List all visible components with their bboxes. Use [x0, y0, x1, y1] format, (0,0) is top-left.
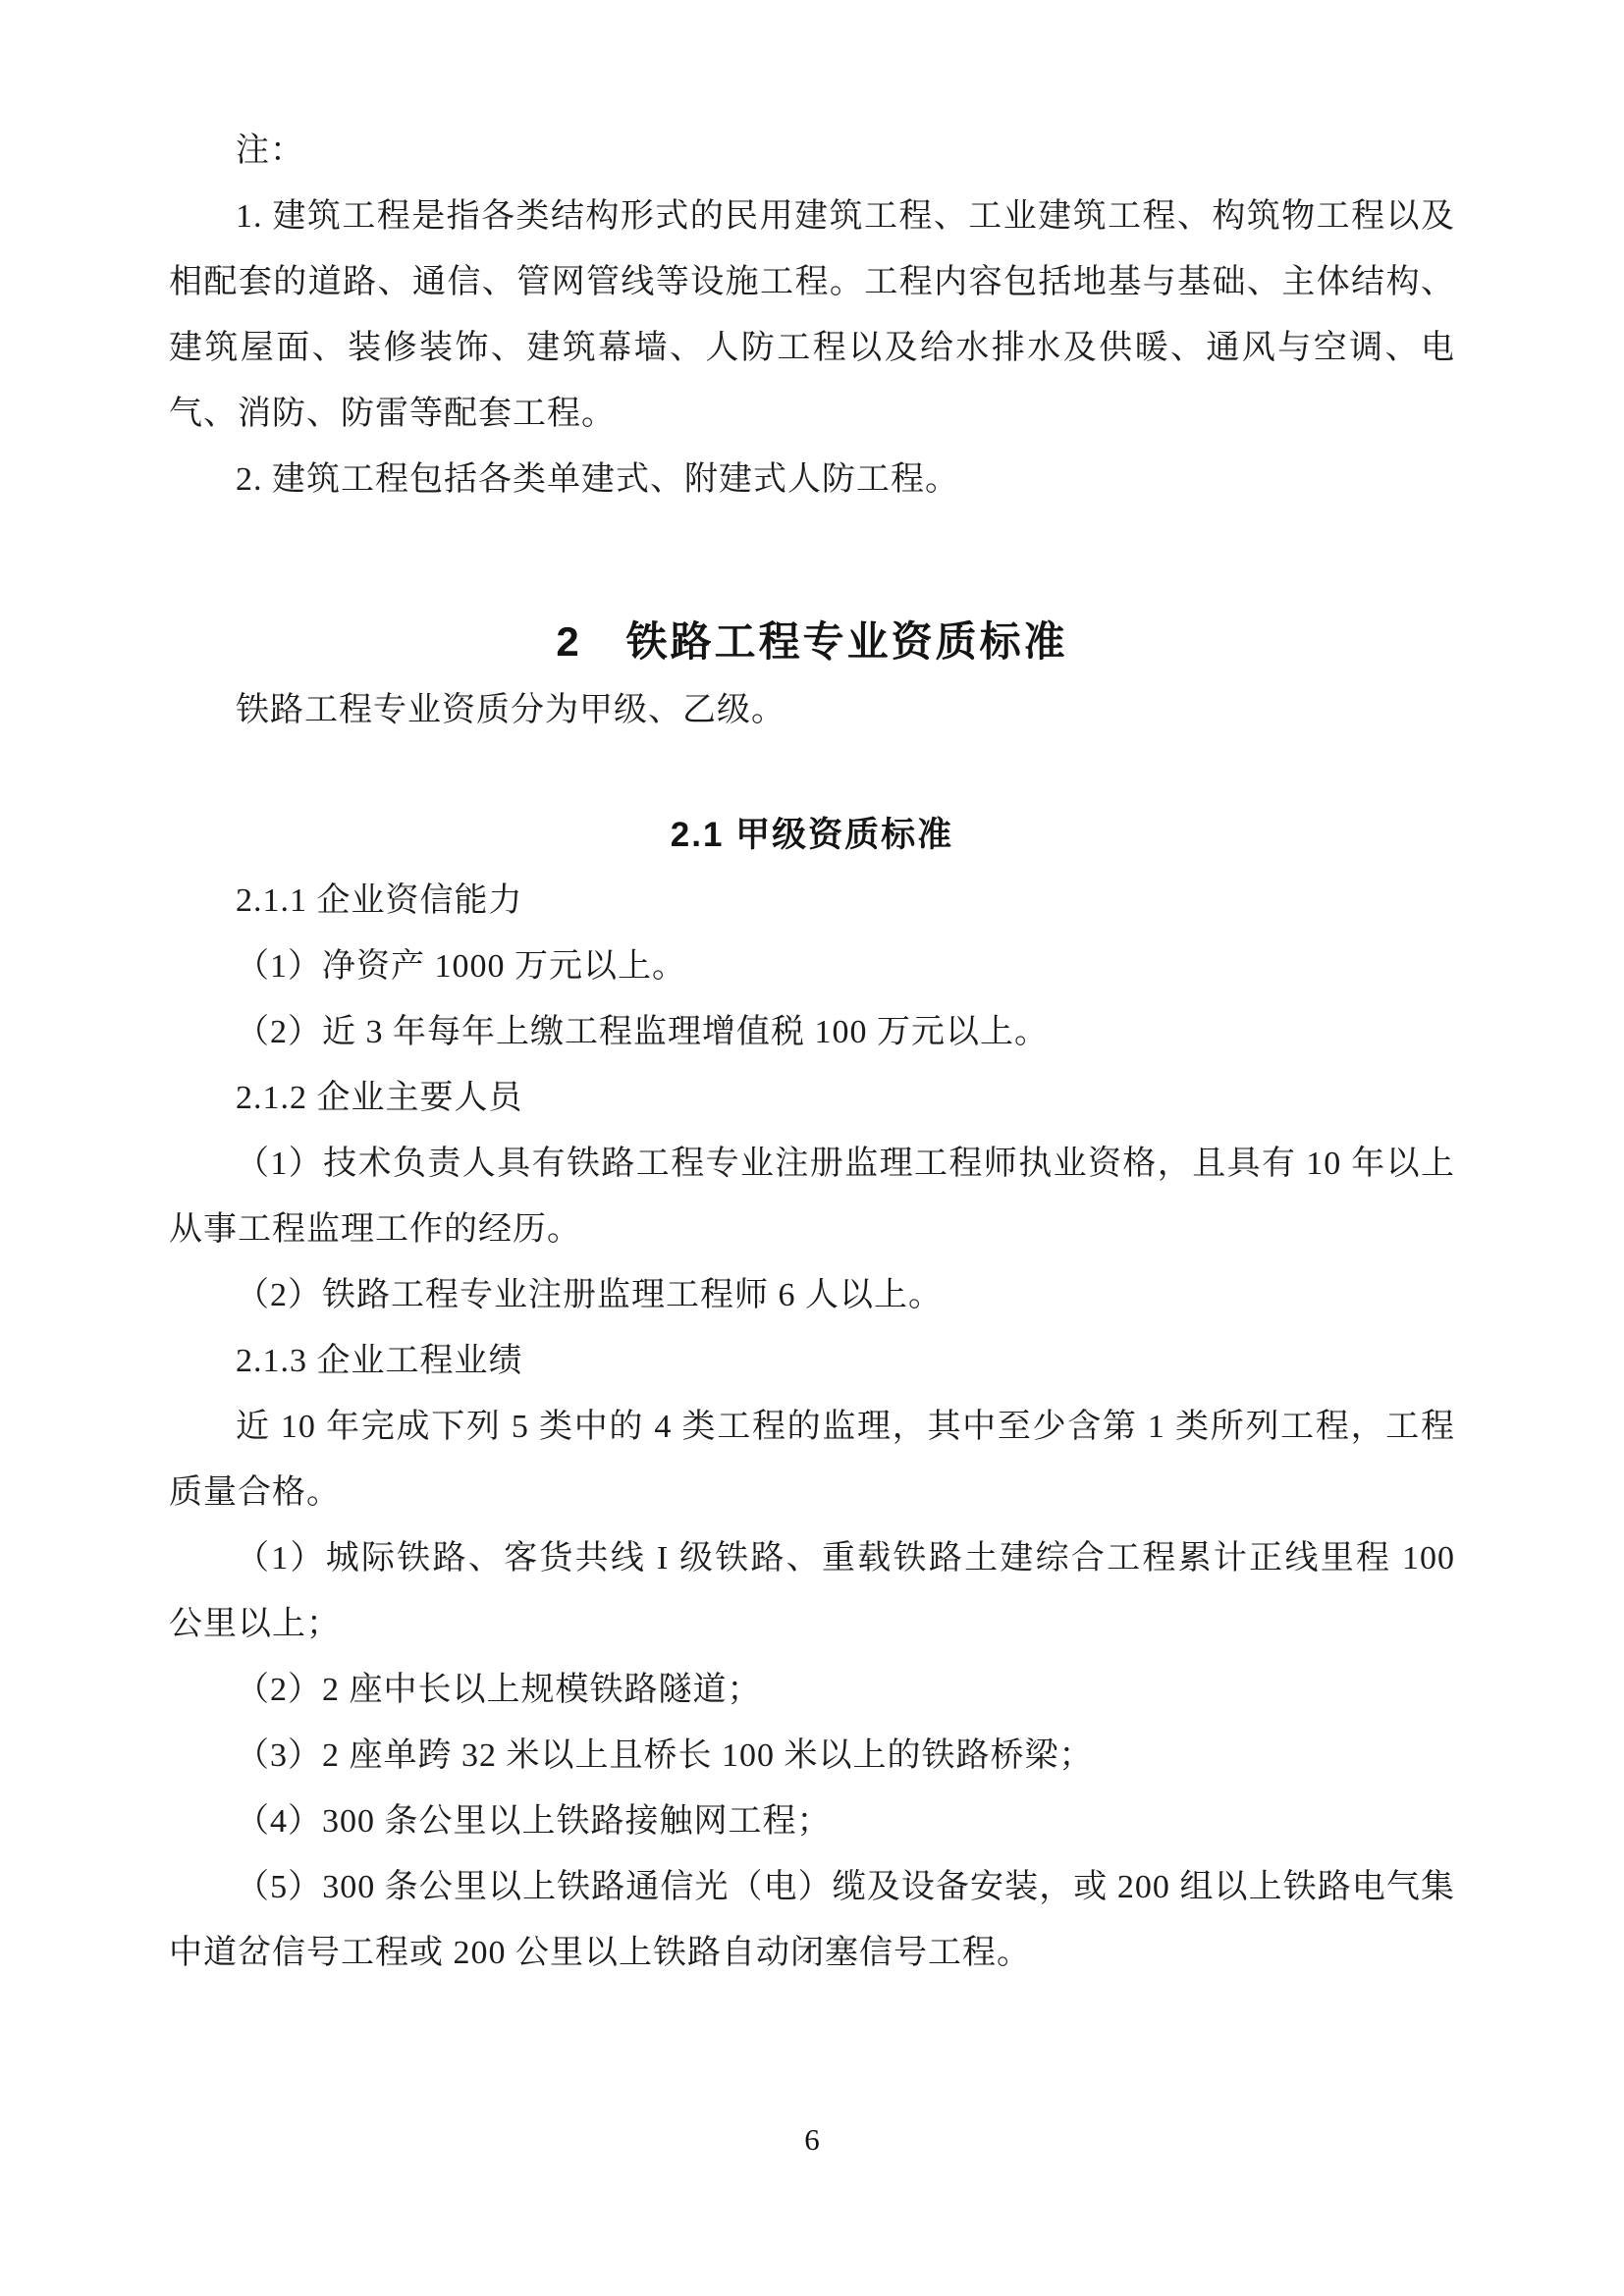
subsection-2-1-3-item-5: （5）300 条公里以上铁路通信光（电）缆及设备安装，或 200 组以上铁路电气集中道岔信号工程或 200 公里以上铁路自动闭塞信号工程。	[169, 1869, 1455, 1971]
subsection-2-1-3-intro: 近 10 年完成下列 5 类中的 4 类工程的监理，其中至少含第 1 类所列工程，工程质量合格。	[169, 1409, 1455, 1511]
note-label: 注：	[236, 133, 304, 169]
section-2-1-heading: 2.1 甲级资质标准	[670, 816, 954, 854]
subsection-2-1-3-heading: 2.1.3 企业工程业绩	[236, 1343, 523, 1379]
chapter-2-heading: 2 铁路工程专业资质标准	[556, 618, 1068, 665]
subsection-2-1-2-item-2: （2）铁路工程专业注册监理工程师 6 人以上。	[236, 1277, 943, 1313]
note-item-2: 2. 建筑工程包括各类单建式、附建式人防工程。	[236, 461, 959, 498]
subsection-2-1-2-heading: 2.1.2 企业主要人员	[236, 1080, 523, 1116]
subsection-2-1-2-item-1: （1）技术负责人具有铁路工程专业注册监理工程师执业资格，且具有 10 年以上从事工程监理工作的经历。	[169, 1146, 1455, 1248]
subsection-2-1-1-item-1: （1）净资产 1000 万元以上。	[236, 948, 686, 985]
note-item-1: 1. 建筑工程是指各类结构形式的民用建筑工程、工业建筑工程、构筑物工程以及相配套的道路、通信、管网管线等设施工程。工程内容包括地基与基础、主体结构、建筑屋面、装修装饰、建筑幕墙、人防工程以及给水排水及供暖、通风与空调、电气、消防、防雷等配套工程。	[169, 198, 1455, 432]
subsection-2-1-1-heading: 2.1.1 企业资信能力	[236, 882, 523, 919]
subsection-2-1-3-item-3: （3）2 座单跨 32 米以上且桥长 100 米以上的铁路桥梁；	[236, 1737, 1094, 1774]
chapter-2-intro: 铁路工程专业资质分为甲级、乙级。	[236, 692, 785, 728]
page-number: 6	[804, 2122, 820, 2157]
subsection-2-1-3-item-1: （1）城际铁路、客货共线 I 级铁路、重载铁路土建综合工程累计正线里程 100 公里以上；	[169, 1540, 1455, 1642]
subsection-2-1-1-item-2: （2）近 3 年每年上缴工程监理增值税 100 万元以上。	[236, 1014, 1049, 1050]
subsection-2-1-3-item-2: （2）2 座中长以上规模铁路隧道；	[236, 1672, 762, 1708]
subsection-2-1-3-item-4: （4）300 条公里以上铁路接触网工程；	[236, 1803, 832, 1840]
document-content	[169, 118, 1455, 1986]
